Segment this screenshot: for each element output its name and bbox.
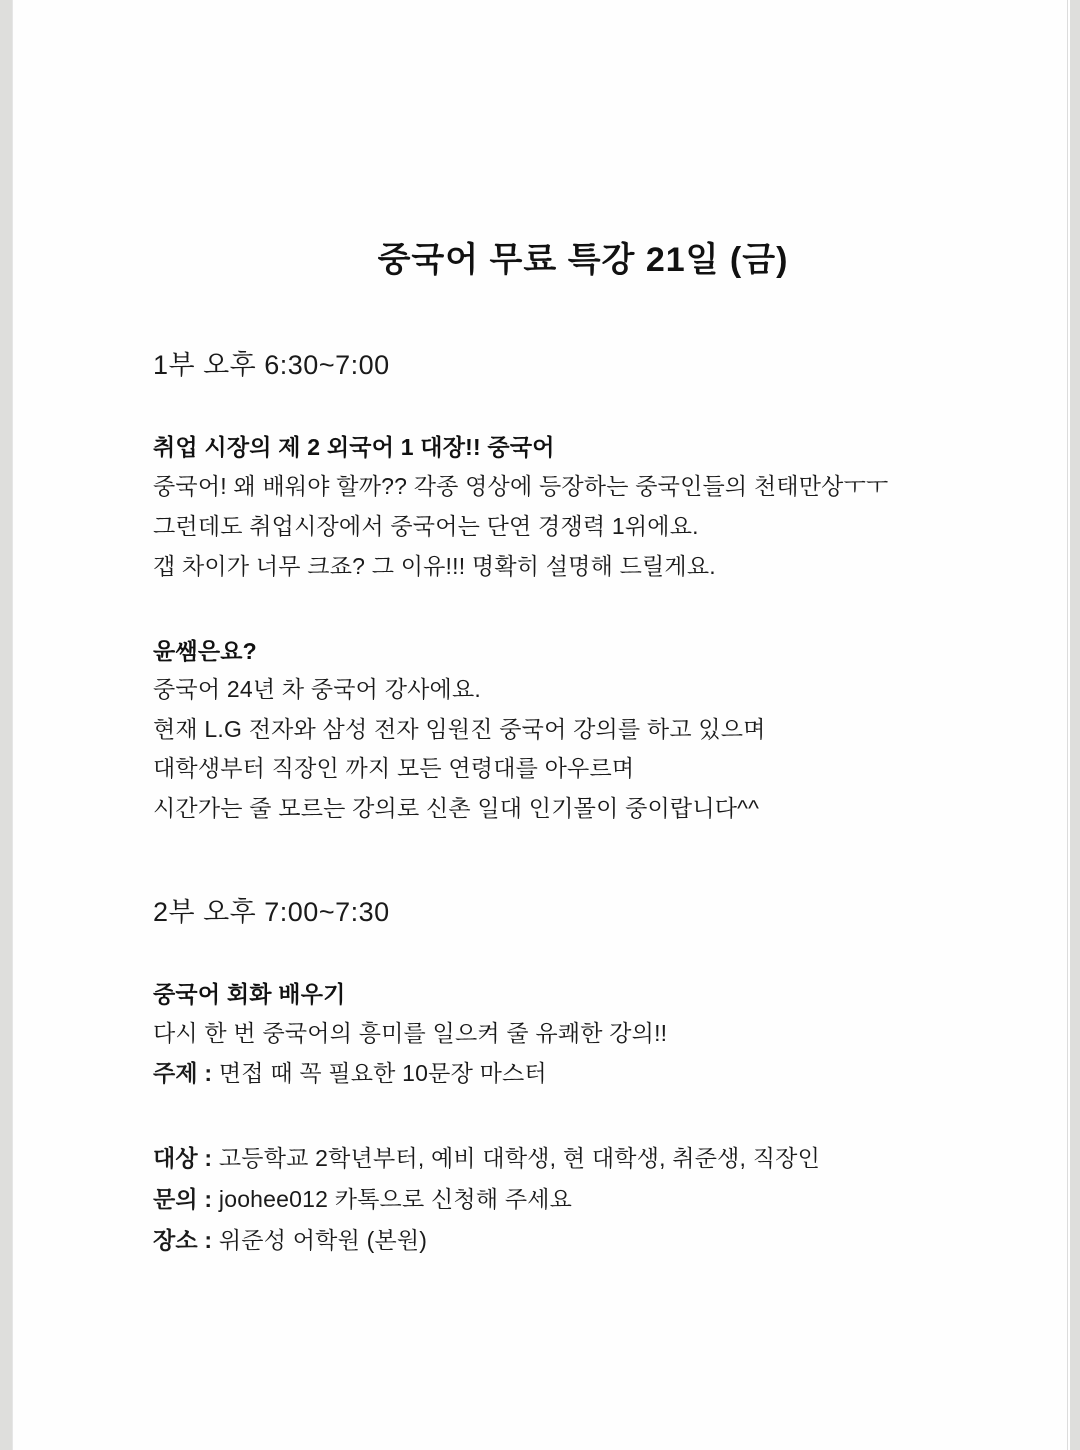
- part1-topic-block: [153, 430, 1013, 586]
- info-target-label: 대상 :: [153, 1145, 213, 1172]
- page-edge-right: [1070, 0, 1080, 1450]
- part2-topic-block: [153, 977, 1013, 1094]
- part2-topic-line: 다시 한 번 중국어의 흥미를 일으켜 줄 유쾌한 강의!!: [153, 1019, 668, 1046]
- part1-teacher-heading: 윤쌤은요?: [153, 638, 257, 665]
- part1-teacher-line-4: 시간가는 줄 모르는 강의로 신촌 일대 인기몰이 중이랍니다^^: [153, 794, 760, 821]
- part1-teacher-line-3: 대학생부터 직장인 까지 모든 연령대를 아우르며: [153, 755, 635, 782]
- part2-topic-heading: 중국어 회화 배우기: [153, 981, 346, 1008]
- document-page: [12, 0, 1068, 1450]
- info-contact-label: 문의 :: [153, 1185, 213, 1212]
- info-place-label: 장소 :: [153, 1226, 213, 1253]
- part1-topic-line-2: 그런데도 취업시장에서 중국어는 단연 경쟁력 1위에요.: [153, 512, 699, 539]
- info-place-value: 위준성 어학원 (본원): [218, 1226, 428, 1253]
- page-title: 중국어 무료 특강 21일 (금): [377, 241, 789, 279]
- part1-topic-line-1: 중국어! 왜 배워야 할까?? 각종 영상에 등장하는 중국인들의 천태만상ㅜㅜ: [153, 472, 889, 499]
- document-content: [153, 0, 1013, 1261]
- page-edge-left: [0, 0, 12, 1450]
- part1-topic-line-3: 갭 차이가 너무 크죠? 그 이유!!! 명확히 설명해 드릴게요.: [153, 553, 716, 580]
- info-place-row: [153, 1220, 1013, 1261]
- part1-teacher-block: [153, 634, 1013, 828]
- info-contact-value: joohee012 카톡으로 신청해 주세요: [218, 1185, 573, 1212]
- info-contact-row: [153, 1179, 1013, 1220]
- part2-subject-value: 면접 때 꼭 필요한 10문장 마스터: [218, 1060, 547, 1087]
- part2-subject-row: [153, 1053, 1013, 1094]
- info-target-value: 고등학교 2학년부터, 예비 대학생, 현 대학생, 취준생, 직장인: [218, 1145, 820, 1172]
- part1-teacher-line-2: 현재 L.G 전자와 삼성 전자 임원진 중국어 강의를 하고 있으며: [153, 715, 766, 742]
- part1-teacher-line-1: 중국어 24년 차 중국어 강사에요.: [153, 676, 481, 703]
- info-target-row: [153, 1138, 1013, 1179]
- part1-time-label: 1부 오후 6:30~7:00: [153, 350, 390, 380]
- info-block: [153, 1138, 1013, 1261]
- part1-topic-heading: 취업 시장의 제 2 외국어 1 대장!! 중국어: [153, 434, 555, 460]
- part2-time-label: 2부 오후 7:00~7:30: [153, 897, 390, 928]
- part2-subject-label: 주제 :: [153, 1060, 213, 1087]
